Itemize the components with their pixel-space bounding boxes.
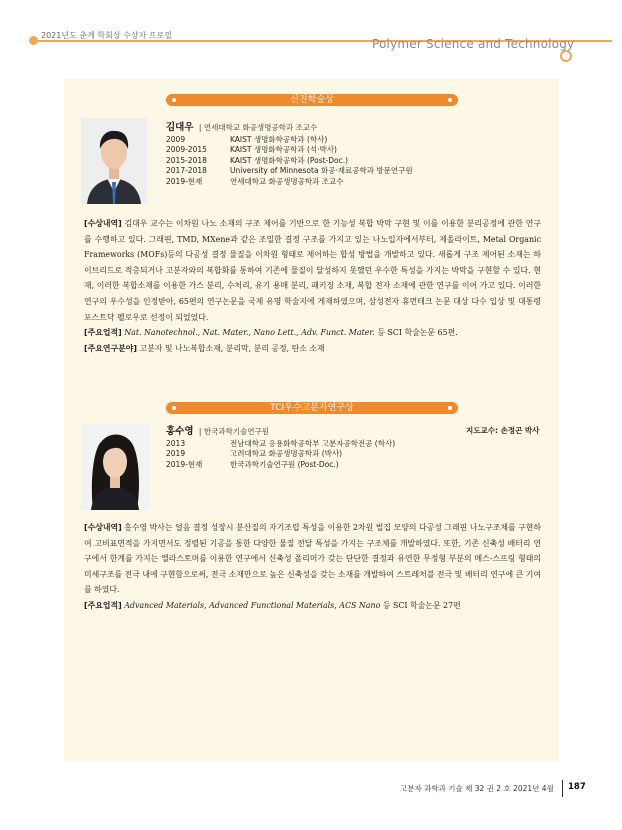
header-section-label: 2021년도 춘계 학회상 수상자 프로필 — [41, 31, 172, 40]
banner-dot — [448, 406, 452, 410]
recipient-photo — [81, 118, 147, 204]
award-title-banner — [166, 402, 458, 414]
recipient-name-line: 홍수영 | 한국과학기술연구원 — [166, 426, 270, 437]
award-title: TCI우수고분자연구상 — [270, 403, 354, 413]
award-description — [84, 520, 541, 614]
career-item: 2017-2018 University of Minnesota 화공·재료공학과 방문연구원 — [166, 166, 413, 176]
publications-suffix: 등 SCI 학술논문 65편. — [374, 328, 458, 338]
recipient-affiliation: 한국과학기술연구원 — [203, 427, 270, 436]
header-left-dot — [29, 36, 38, 45]
publications-journals: Advanced Materials, Advanced Functional Materials, ACS Nano — [124, 600, 381, 610]
journal-title: Polymer Science and Technology — [372, 37, 575, 51]
achievement-label: [수상내역] — [84, 219, 122, 228]
achievement-text: 홍수영 박사는 얼음 결정 성장시 분산질의 자기조립 특성을 이용한 2차원 벌집 모양의 다공성 그래핀 나노구조체를 구현하여 고비표면적을 가지면서도 정렬된 기공을 통한 다양한 물질 전달 특성을 가지는 구조체를 개발하였다. 또한, 기존 신축성 배터리 연구에서 한계를 가지는 엘라스토머를 이용한 연구에서 신축성 폴리머가 갖는 단단한 결정과 유연한 무정형 부분의 메스-스프링 형태의 미세구조를 전극 내에 구현함으로써, 전극 소재만으로 높은 신축성을 갖는 소재를 개발하여 스트레처블 전극 및 배터리 연구에 큰 기여를 하였다. — [84, 523, 541, 595]
career-item: 2009 KAIST 생명화학공학과 (학사) — [166, 135, 328, 144]
recipient-photo — [81, 424, 149, 510]
achievement-paragraph — [84, 520, 541, 598]
footer-divider — [562, 780, 563, 797]
research-field-label: [주요연구분야] — [84, 343, 137, 353]
publications-line — [84, 325, 541, 341]
publications-label: [주요업적] — [84, 328, 122, 338]
publications-line — [84, 598, 541, 614]
achievement-paragraph — [84, 216, 541, 325]
award-title-banner — [166, 94, 458, 106]
publications-label: [주요업적] — [84, 600, 122, 610]
career-item: 2019-현재 연세대학교 화공생명공학과 조교수 — [166, 176, 344, 186]
career-item: 2015-2018 KAIST 생명화학공학과 (Post-Doc.) — [166, 155, 349, 165]
award-title: 신진학술상 — [290, 95, 334, 105]
publications-suffix: 등 SCI 학술논문 27편 — [380, 600, 461, 610]
recipient-name-line: 김대우 | 연세대학교 화공생명공학과 조교수 — [166, 122, 318, 133]
banner-dot — [448, 98, 452, 102]
recipient-name: 홍수영 — [166, 426, 194, 437]
achievement-text: 김대우 교수는 이차원 나노 소재의 구조 제어를 기반으로 한 기능성 복합 박막 구현 및 이를 이용한 분리공정에 관한 연구를 수행하고 있다. 그래핀, TMD, MXene과 같은 조밀한 결정 구조를 가지고 있는 나노입자에서부터, 제올라이트, Metal Organic Frameworks (MOFs)등의 다공성 결정 물질을 이차원 형태로 제어하는 합성 방법을 개발하고 있다. 새롭게 구조 제어된 소재는 하이브리드로 적층되거나 고분자와의 복합화를 통하여 기존에 물질이 달성하지 못했던 우수한 특성을 가지는 박막을 구현할 수 있다. 현재, 이러한 복합소재를 이용한 가스 분리, 수처리, 유기 용매 분리, 패키징 소재, 복합 전자 소재에 관한 연구를 이어 가고 있다. 이러한 연구의 우수성을 인정받아, 65편의 연구논문을 국제 유명 학술지에 게재하였으며, 삼성전자 휴먼테크 논문 대상 다수 입상 및 대통령 포스트닥 펠로우로 선정이 되었었다. — [84, 219, 541, 322]
career-list — [166, 135, 413, 187]
page-number: 187 — [568, 782, 586, 792]
recipient-affiliation: 연세대학교 화공생명공학과 조교수 — [203, 123, 318, 132]
banner-dot — [172, 98, 176, 102]
career-item: 2009-2015 KAIST 생명화학공학과 (석·박사) — [166, 145, 337, 155]
research-field-text: 고분자 및 나노복합소재, 분리막, 분리 공정, 탄소 소재 — [139, 343, 325, 353]
achievement-label: [수상내역] — [84, 523, 122, 532]
publications-journals: Nat. Nanotechnol., Nat. Mater., Nano Lett., Adv. Funct. Mater. — [124, 328, 375, 338]
career-item: 2013 전남대학교 응용화학공학부 고분자공학전공 (학사) — [166, 439, 396, 448]
recipient-name: 김대우 — [166, 122, 194, 133]
career-item: 2019 고려대학교 화공생명공학과 (박사) — [166, 449, 343, 459]
banner-dot — [172, 406, 176, 410]
career-item: 2019-현재 한국과학기술연구원 (Post-Doc.) — [166, 459, 339, 469]
research-field-line — [84, 341, 541, 357]
advisor-label: 지도교수: 손정곤 박사 — [466, 426, 540, 435]
footer-citation: 고분자 과학과 기술 제 32 권 2 호 2021년 4월 — [400, 784, 554, 793]
header-right-ring — [560, 50, 572, 62]
award-description — [84, 216, 541, 356]
career-list — [166, 439, 395, 470]
